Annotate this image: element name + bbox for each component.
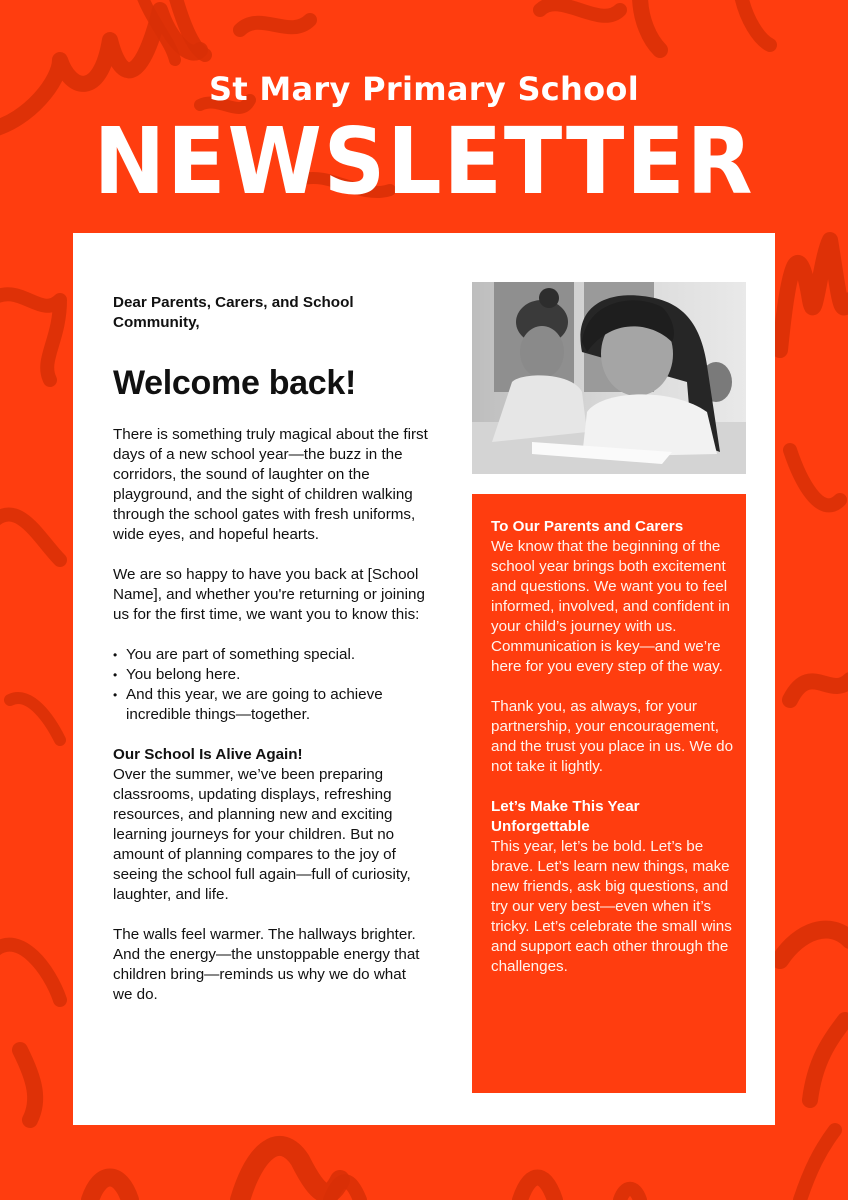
newsletter-title: NEWSLETTER (93, 108, 755, 215)
happy-paragraph: We are so happy to have you back at [School Name], and whether you're returning or joining us for the first time, we want you to know this: (113, 566, 425, 623)
main-column (113, 293, 428, 1025)
squiggle (90, 1178, 130, 1200)
year-text: This year, let’s be bold. Let’s be brave. Let’s learn new things, make new friends, ask big questions, and try our very best—even when it’s tricky. Let’s celebrate the small wins and support each other through the challenges. (491, 838, 732, 975)
squiggle (640, 0, 660, 50)
squiggle (810, 1020, 845, 1100)
thanks-paragraph: Thank you, as always, for your partnership, your encouragement, and the trust you place in us. We do not take it lightly. (491, 698, 734, 775)
squiggle (790, 680, 848, 700)
squiggle (10, 698, 60, 740)
squiggle (240, 20, 310, 30)
bullet-list (113, 645, 428, 725)
parents-section (491, 517, 736, 677)
squiggle (240, 1146, 340, 1200)
walls-paragraph: The walls feel warmer. The hallways brighter. And the energy—the unstoppable energy that children bring—reminds us why we do what we do. (113, 926, 420, 1003)
squiggle (780, 930, 848, 960)
year-heading: Let’s Make This Year Unforgettable (491, 798, 640, 835)
squiggle (780, 240, 848, 350)
bullet-item: • You are part of something special. (113, 645, 428, 665)
squiggle (0, 945, 60, 1000)
bullet-item: • You belong here. (113, 665, 428, 685)
squiggle (800, 1130, 835, 1200)
photo-illustration (472, 282, 746, 474)
squiggle (740, 0, 770, 45)
parents-text: We know that the beginning of the school year brings both excitement and questions. We want you to feel informed, involved, and confident in your child’s journey with us. Communication is key—and we’re here for you every step of the way. (491, 538, 730, 675)
squiggle (0, 515, 60, 560)
year-section (491, 797, 736, 977)
sidebar-text (491, 517, 736, 997)
school-name: St Mary Primary School (209, 70, 639, 108)
content-card (73, 233, 775, 1125)
parents-sidebar (472, 494, 746, 1093)
squiggle (790, 450, 840, 505)
greeting: Dear Parents, Carers, and School Community, (113, 294, 354, 331)
classroom-photo (472, 282, 746, 474)
welcome-heading: Welcome back! (113, 364, 357, 402)
squiggle (620, 1189, 640, 1200)
squiggle (0, 294, 60, 380)
squiggle (20, 1050, 35, 1120)
intro-paragraph: There is something truly magical about the first days of a new school year—the buzz in the corridors, the sound of laughter on the playground, and the sight of children walking through the school gates with fresh uniforms, wide eyes, and hopeful hearts. (113, 426, 428, 543)
squiggle (520, 1178, 555, 1200)
alive-heading: Our School Is Alive Again! (113, 746, 303, 763)
bullet-item: • And this year, we are going to achieve incredible things—together. (113, 685, 428, 725)
squiggle (540, 4, 620, 16)
parents-heading: To Our Parents and Carers (491, 518, 684, 535)
alive-section (113, 745, 428, 905)
alive-text: Over the summer, we’ve been preparing classrooms, updating displays, refreshing resources, and planning new and exciting learning journeys for your children. But no amount of planning compares to the joy of seeing the school full again—full of curiosity, laughter, and life. (113, 766, 411, 903)
